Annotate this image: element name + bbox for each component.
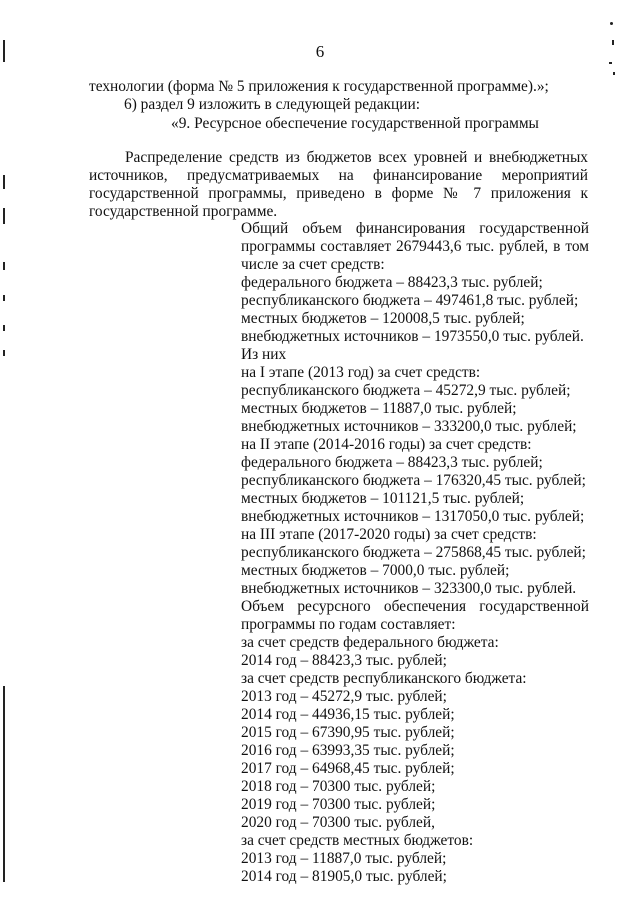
distribution-line-1: Распределение средств из бюджетов всех уровней и внебюджетных [125, 149, 588, 166]
scan-speck [613, 72, 615, 75]
financing-line: числе за счет средств: [241, 256, 385, 273]
financing-line: республиканского бюджета – 497461,8 тыс. рублей; [241, 292, 579, 309]
financing-line: Общий объем финансирования государственной [241, 220, 589, 237]
financing-line: внебюджетных источников – 333200,0 тыс. рублей; [241, 418, 577, 435]
financing-line: местных бюджетов – 101121,5 тыс. рублей; [241, 490, 525, 507]
financing-line: республиканского бюджета – 176320,45 тыс. рублей; [241, 472, 586, 489]
financing-line: за счет средств местных бюджетов: [241, 832, 474, 849]
financing-line: на III этапе (2017-2020 годы) за счет средств: [241, 526, 537, 543]
page-number: 6 [315, 42, 325, 61]
scan-mark [3, 350, 5, 356]
scan-mark [3, 325, 5, 331]
financing-line: 2013 год – 11887,0 тыс. рублей; [241, 850, 447, 867]
financing-line: местных бюджетов – 120008,5 тыс. рублей; [241, 310, 525, 327]
intro-line-2: 6) раздел 9 изложить в следующей редакции: [124, 96, 420, 113]
financing-line: 2013 год – 45272,9 тыс. рублей; [241, 688, 447, 705]
scan-mark [3, 262, 5, 270]
scan-mark [3, 175, 5, 189]
financing-line: внебюджетных источников – 323300,0 тыс. рублей. [241, 580, 577, 597]
financing-line: Объем ресурсного обеспечения государственной [241, 598, 589, 615]
financing-line: 2014 год – 81905,0 тыс. рублей; [241, 868, 447, 885]
scan-speck [612, 40, 614, 45]
financing-line: 2014 год – 44936,15 тыс. рублей; [241, 706, 455, 723]
financing-line: 2014 год – 88423,3 тыс. рублей; [241, 652, 447, 669]
scan-speck [610, 22, 613, 25]
distribution-line-3: государственной программы, приведено в форме № 7 приложения к [89, 185, 588, 202]
financing-line: программы по годам составляет: [241, 616, 456, 633]
scan-mark [3, 686, 5, 882]
financing-line: на II этапе (2014-2016 годы) за счет средств: [241, 436, 532, 453]
financing-line: на I этапе (2013 год) за счет средств: [241, 364, 481, 381]
scan-mark [3, 208, 5, 224]
financing-line: местных бюджетов – 7000,0 тыс. рублей; [241, 562, 510, 579]
financing-line: местных бюджетов – 11887,0 тыс. рублей; [241, 400, 517, 417]
financing-line: 2018 год – 70300 тыс. рублей; [241, 778, 436, 795]
financing-line: 2016 год – 63993,35 тыс. рублей; [241, 742, 455, 759]
financing-line: внебюджетных источников – 1973550,0 тыс. рублей. [241, 328, 584, 345]
financing-line: 2015 год – 67390,95 тыс. рублей; [241, 724, 455, 741]
financing-line: республиканского бюджета – 275868,45 тыс. рублей; [241, 544, 586, 561]
financing-line: программы составляет 2679443,6 тыс. рублей, в том [241, 238, 589, 255]
financing-line: за счет средств республиканского бюджета: [241, 670, 527, 687]
financing-line: 2019 год – 70300 тыс. рублей; [241, 796, 436, 813]
financing-line: за счет средств федерального бюджета: [241, 634, 499, 651]
scan-mark [3, 40, 5, 62]
distribution-line-4: государственной программе. [89, 203, 278, 220]
financing-line: республиканского бюджета – 45272,9 тыс. рублей; [241, 382, 571, 399]
financing-line: 2020 год – 70300 тыс. рублей, [241, 814, 435, 831]
financing-line: 2017 год – 64968,45 тыс. рублей; [241, 760, 455, 777]
financing-line: внебюджетных источников – 1317050,0 тыс. рублей; [241, 508, 585, 525]
financing-line: Из них [241, 346, 287, 363]
financing-line: федерального бюджета – 88423,3 тыс. рублей; [241, 274, 543, 291]
intro-line-1: технологии (форма № 5 приложения к государственной программе).»; [89, 78, 549, 95]
section-heading: «9. Ресурсное обеспечение государственной программы [171, 115, 539, 132]
scan-speck [609, 62, 612, 64]
scan-mark [3, 295, 5, 301]
distribution-line-2: источников, предусматриваемых на финансирование мероприятий [89, 167, 588, 184]
financing-line: федерального бюджета – 88423,3 тыс. рублей; [241, 454, 543, 471]
